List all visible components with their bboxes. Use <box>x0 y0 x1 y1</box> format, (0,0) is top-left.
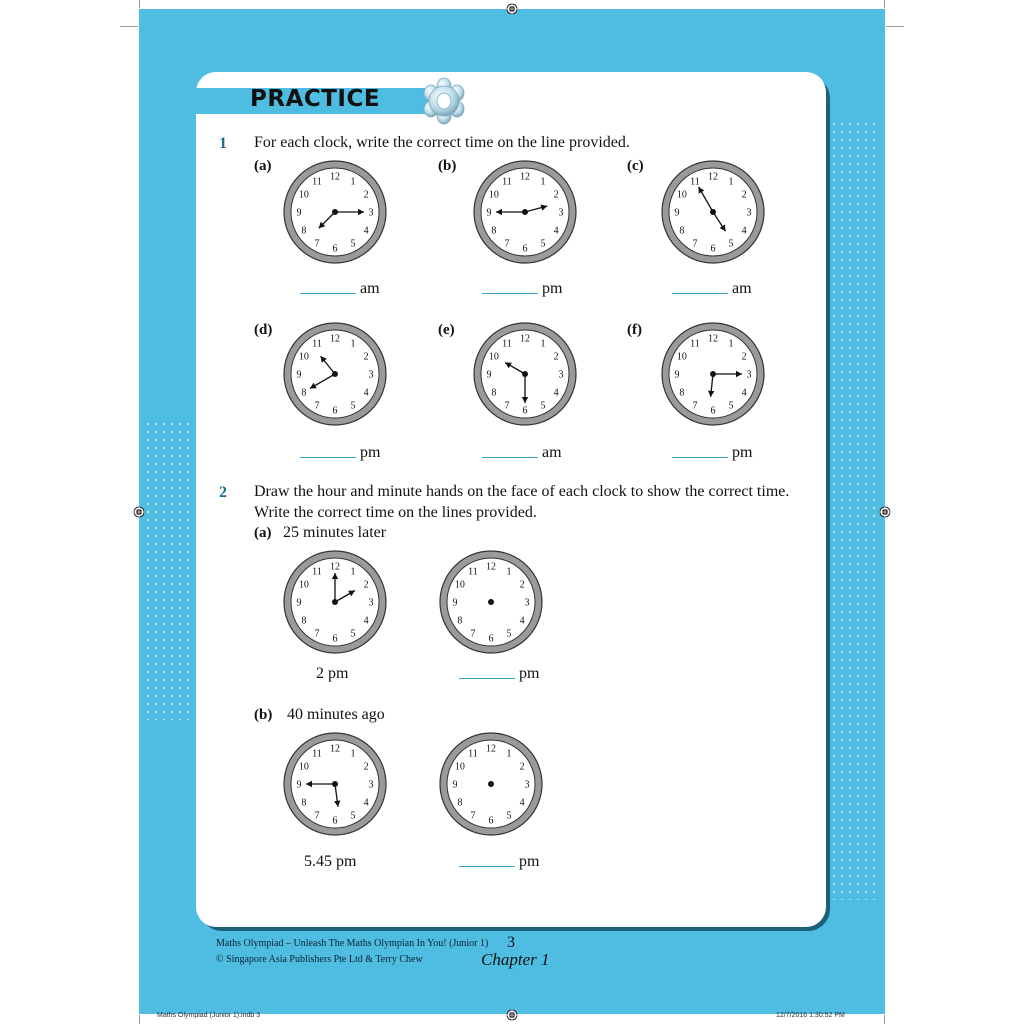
question-number: 1 <box>219 135 227 152</box>
registration-mark-icon <box>506 3 518 15</box>
clock-numeral: 1 <box>728 176 734 188</box>
crop-mark <box>139 0 140 8</box>
clock-numeral: 6 <box>710 243 716 255</box>
clock-numeral: 6 <box>332 243 338 255</box>
clock-numeral: 8 <box>679 225 685 237</box>
clock-numeral: 12 <box>520 171 530 183</box>
crop-mark <box>884 1015 885 1024</box>
clock-numeral: 3 <box>368 597 374 609</box>
answer-line[interactable] <box>482 293 538 294</box>
answer-period: pm <box>519 665 540 682</box>
clock-numeral: 8 <box>679 387 685 399</box>
answer-line[interactable] <box>459 866 515 867</box>
answer-period: am <box>732 280 752 297</box>
clock-face <box>282 159 388 265</box>
clock-numeral: 2 <box>363 761 369 773</box>
clock-numeral: 8 <box>457 797 463 809</box>
clock-numeral: 4 <box>741 225 747 237</box>
clock-numeral: 5 <box>350 238 356 250</box>
clock-numeral: 11 <box>690 338 700 350</box>
clock-numeral: 10 <box>298 189 309 201</box>
clock-numeral: 3 <box>746 369 752 381</box>
clock-numeral: 9 <box>296 207 302 219</box>
clock-numeral: 5 <box>728 400 734 412</box>
clock-numeral: 8 <box>491 387 497 399</box>
clock-numeral: 12 <box>708 333 718 345</box>
clock-center <box>332 209 338 215</box>
clock-numeral: 10 <box>454 579 465 591</box>
clock-numeral: 3 <box>368 779 374 791</box>
clock-numeral: 7 <box>314 628 320 640</box>
clock-numeral: 2 <box>363 579 369 591</box>
clock-numeral: 3 <box>368 369 374 381</box>
answer-period: pm <box>542 280 563 297</box>
registration-mark-icon <box>133 506 145 518</box>
clock-numeral: 1 <box>728 338 734 350</box>
clock-numeral: 1 <box>540 176 546 188</box>
clock-numeral: 8 <box>491 225 497 237</box>
clock-numeral: 4 <box>363 387 369 399</box>
clock-numeral: 6 <box>488 633 494 645</box>
clock-numeral: 6 <box>332 405 338 417</box>
clock-label: (e) <box>438 322 455 338</box>
answer-line[interactable] <box>300 457 356 458</box>
clock-numeral: 1 <box>350 566 356 578</box>
clock-numeral: 10 <box>488 351 499 363</box>
clock-numeral: 5 <box>350 628 356 640</box>
clock-numeral: 11 <box>312 176 322 188</box>
answer-blank[interactable] <box>459 665 539 683</box>
clock-numeral: 8 <box>457 615 463 627</box>
chapter-label: Chapter 1 <box>481 950 550 969</box>
copyright: © Singapore Asia Publishers Pte Ltd & Terry Chew <box>216 954 423 965</box>
clock-numeral: 11 <box>312 748 322 760</box>
clock-numeral: 5 <box>728 238 734 250</box>
clock-numeral: 4 <box>741 387 747 399</box>
clock-numeral: 2 <box>519 579 525 591</box>
answer-line[interactable] <box>672 457 728 458</box>
clock-label: (f) <box>627 322 642 338</box>
part-instruction: 25 minutes later <box>283 524 387 541</box>
part-instruction: 40 minutes ago <box>287 706 385 723</box>
clock-numeral: 12 <box>486 561 496 573</box>
clock-given <box>282 731 388 837</box>
clock-numeral: 3 <box>746 207 752 219</box>
clock-face <box>660 159 766 265</box>
clock-numeral: 6 <box>710 405 716 417</box>
clock-numeral: 4 <box>363 225 369 237</box>
answer-blank[interactable] <box>300 444 380 462</box>
slug-file: Maths Olympiad (Junior 1).indb 3 <box>157 1012 261 1019</box>
clock-numeral: 8 <box>301 615 307 627</box>
clock-numeral: 12 <box>330 333 340 345</box>
clock-numeral: 3 <box>524 779 530 791</box>
clock-label: (c) <box>627 158 644 174</box>
answer-blank[interactable] <box>459 853 539 871</box>
clock-numeral: 7 <box>692 238 698 250</box>
clock-center <box>488 599 494 605</box>
clock-numeral: 7 <box>692 400 698 412</box>
clock-numeral: 9 <box>296 369 302 381</box>
clock-numeral: 11 <box>312 338 322 350</box>
registration-mark-icon <box>879 506 891 518</box>
clock-numeral: 2 <box>519 761 525 773</box>
clock-numeral: 6 <box>332 815 338 827</box>
clock-numeral: 9 <box>296 597 302 609</box>
clock-numeral: 1 <box>506 566 512 578</box>
clock-numeral: 8 <box>301 225 307 237</box>
clock-center <box>332 599 338 605</box>
clock-numeral: 11 <box>502 176 512 188</box>
clock-numeral: 10 <box>454 761 465 773</box>
clock-numeral: 1 <box>350 748 356 760</box>
answer-period: pm <box>360 444 381 461</box>
clock-blank[interactable] <box>438 731 544 837</box>
clock-numeral: 11 <box>502 338 512 350</box>
clock-center <box>332 781 338 787</box>
part-label: (b) <box>254 707 273 723</box>
clock-numeral: 2 <box>553 189 559 201</box>
clock-face <box>660 321 766 427</box>
clock-numeral: 4 <box>363 797 369 809</box>
clock-center <box>332 371 338 377</box>
answer-blank[interactable] <box>672 280 752 298</box>
clock-given <box>282 549 388 655</box>
clock-numeral: 12 <box>330 171 340 183</box>
clock-numeral: 5 <box>540 238 546 250</box>
clock-center <box>710 371 716 377</box>
clock-numeral: 11 <box>312 566 322 578</box>
clock-numeral: 2 <box>741 351 747 363</box>
clock-numeral: 9 <box>674 207 680 219</box>
clock-numeral: 10 <box>488 189 499 201</box>
clock-face <box>472 321 578 427</box>
answer-line[interactable] <box>672 293 728 294</box>
clock-center <box>522 209 528 215</box>
answer-line[interactable] <box>482 457 538 458</box>
clock-numeral: 8 <box>301 387 307 399</box>
clock-numeral: 1 <box>506 748 512 760</box>
page-number: 3 <box>507 934 515 951</box>
clock-numeral: 2 <box>741 189 747 201</box>
clock-numeral: 7 <box>470 810 476 822</box>
clock-face <box>472 159 578 265</box>
clock-numeral: 9 <box>486 207 492 219</box>
clock-numeral: 3 <box>558 369 564 381</box>
crop-mark <box>139 1015 140 1024</box>
clock-blank[interactable] <box>438 549 544 655</box>
crop-mark <box>120 26 138 27</box>
answer-line[interactable] <box>300 293 356 294</box>
clock-numeral: 9 <box>486 369 492 381</box>
clock-numeral: 10 <box>298 761 309 773</box>
clock-numeral: 4 <box>553 387 559 399</box>
clock-numeral: 3 <box>368 207 374 219</box>
answer-line[interactable] <box>459 678 515 679</box>
clock-center <box>522 371 528 377</box>
clock-numeral: 12 <box>330 561 340 573</box>
clock-numeral: 6 <box>332 633 338 645</box>
question-prompt-line-2: Write the correct time on the lines provided. <box>254 504 537 521</box>
clock-numeral: 11 <box>690 176 700 188</box>
clock-label: (b) <box>438 158 457 174</box>
answer-blank[interactable] <box>300 280 380 298</box>
clock-numeral: 5 <box>506 628 512 640</box>
clock-numeral: 12 <box>330 743 340 755</box>
book-title: Maths Olympiad – Unleash The Maths Olympian In You! (Junior 1) <box>216 938 489 949</box>
answer-blank[interactable] <box>672 444 752 462</box>
crop-mark <box>884 0 885 8</box>
clock-numeral: 2 <box>363 351 369 363</box>
clock-numeral: 6 <box>488 815 494 827</box>
question-prompt-line-1: Draw the hour and minute hands on the face of each clock to show the correct time. <box>254 483 790 500</box>
clock-numeral: 9 <box>296 779 302 791</box>
clock-numeral: 4 <box>519 615 525 627</box>
clock-numeral: 12 <box>486 743 496 755</box>
clock-label: (d) <box>254 322 273 338</box>
clock-numeral: 5 <box>350 400 356 412</box>
clock-face <box>282 321 388 427</box>
clock-numeral: 1 <box>350 338 356 350</box>
answer-period: am <box>360 280 380 297</box>
clock-numeral: 9 <box>674 369 680 381</box>
clock-numeral: 7 <box>314 810 320 822</box>
clock-numeral: 2 <box>363 189 369 201</box>
slug-timestamp: 12/7/2016 1:30:52 PM <box>776 1012 845 1019</box>
clock-numeral: 9 <box>452 597 458 609</box>
dot-pattern-left <box>144 420 194 720</box>
clock-numeral: 11 <box>468 748 478 760</box>
clock-center <box>710 209 716 215</box>
clock-numeral: 11 <box>468 566 478 578</box>
clock-numeral: 3 <box>558 207 564 219</box>
clock-numeral: 7 <box>504 238 510 250</box>
crop-mark <box>886 26 904 27</box>
clock-center <box>488 781 494 787</box>
question-prompt: For each clock, write the correct time on the line provided. <box>254 134 630 151</box>
clock-numeral: 12 <box>708 171 718 183</box>
answer-blank[interactable] <box>482 444 562 462</box>
part-label: (a) <box>254 525 272 541</box>
gear-icon <box>416 76 472 126</box>
clock-numeral: 12 <box>520 333 530 345</box>
clock-numeral: 1 <box>350 176 356 188</box>
clock-numeral: 5 <box>506 810 512 822</box>
answer-period: pm <box>519 853 540 870</box>
clock-numeral: 4 <box>553 225 559 237</box>
clock-numeral: 6 <box>522 405 528 417</box>
clock-numeral: 6 <box>522 243 528 255</box>
clock-numeral: 7 <box>504 400 510 412</box>
answer-blank[interactable] <box>482 280 562 298</box>
clock-numeral: 10 <box>676 351 687 363</box>
question-number: 2 <box>219 484 227 501</box>
clock-numeral: 1 <box>540 338 546 350</box>
clock-numeral: 8 <box>301 797 307 809</box>
clock-numeral: 4 <box>519 797 525 809</box>
clock-numeral: 4 <box>363 615 369 627</box>
clock-numeral: 10 <box>298 351 309 363</box>
clock-numeral: 7 <box>314 400 320 412</box>
clock-numeral: 7 <box>470 628 476 640</box>
clock-numeral: 2 <box>553 351 559 363</box>
page-title: PRACTICE <box>250 86 381 112</box>
given-time: 2 pm <box>316 665 349 682</box>
clock-numeral: 10 <box>298 579 309 591</box>
clock-numeral: 5 <box>350 810 356 822</box>
clock-numeral: 9 <box>452 779 458 791</box>
answer-period: am <box>542 444 562 461</box>
clock-numeral: 3 <box>524 597 530 609</box>
clock-numeral: 10 <box>676 189 687 201</box>
registration-mark-icon <box>506 1009 518 1021</box>
clock-numeral: 5 <box>540 400 546 412</box>
given-time: 5.45 pm <box>304 853 357 870</box>
answer-period: pm <box>732 444 753 461</box>
clock-label: (a) <box>254 158 272 174</box>
dot-pattern-right <box>830 120 880 900</box>
clock-numeral: 7 <box>314 238 320 250</box>
